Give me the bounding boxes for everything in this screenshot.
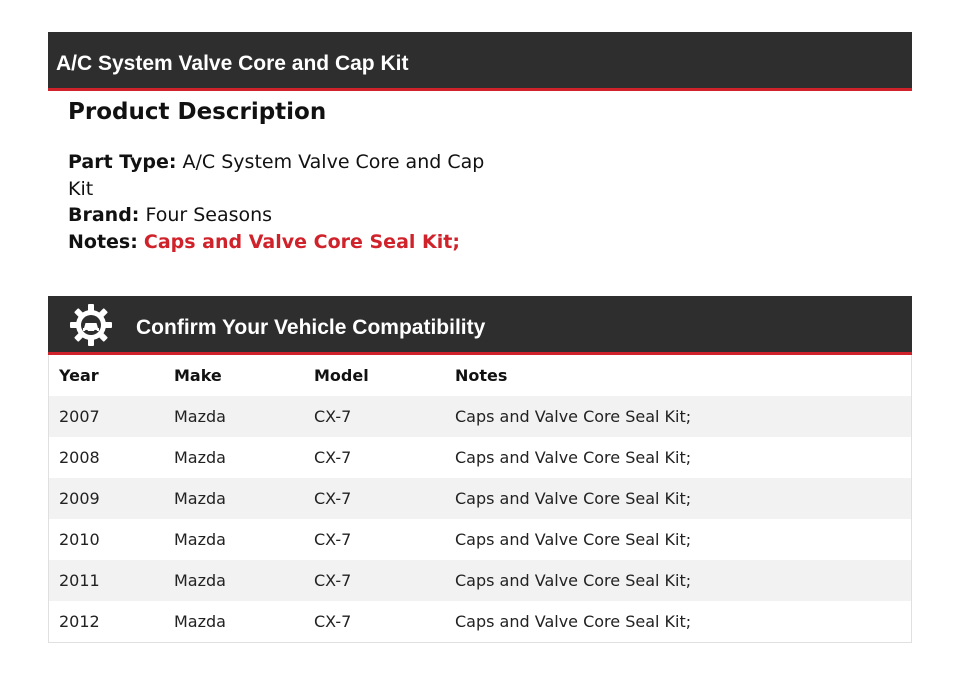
cell-make: Mazda [174, 448, 226, 467]
brand-row [68, 202, 488, 229]
cell-model: CX-7 [314, 612, 352, 631]
cell-notes: Caps and Valve Core Seal Kit; [455, 448, 692, 467]
part-type-value: A/C System Valve Core and Cap Kit [68, 151, 485, 200]
cell-model: CX-7 [314, 489, 352, 508]
description-heading: Product Description [68, 99, 327, 125]
product-description [68, 97, 488, 255]
column-header-year: Year [59, 366, 99, 385]
cell-make: Mazda [174, 571, 226, 590]
cell-model: CX-7 [314, 448, 352, 467]
compatibility-heading: Confirm Your Vehicle Compatibility [136, 316, 486, 339]
table-row [49, 396, 911, 437]
table-row [49, 519, 911, 560]
compatibility-header [48, 296, 912, 355]
product-title: A/C System Valve Core and Cap Kit [56, 52, 409, 75]
column-header-notes: Notes [455, 366, 508, 385]
brand-value: Four Seasons [145, 204, 273, 226]
cell-make: Mazda [174, 530, 226, 549]
cell-notes: Caps and Valve Core Seal Kit; [455, 530, 692, 549]
notes-value: Caps and Valve Core Seal Kit; [143, 230, 460, 253]
cell-year: 2008 [59, 448, 100, 467]
cell-make: Mazda [174, 612, 226, 631]
product-title-bar [48, 32, 912, 91]
part-type-label: Part Type: [68, 151, 177, 173]
cell-model: CX-7 [314, 530, 352, 549]
table-row [49, 560, 911, 601]
cell-notes: Caps and Valve Core Seal Kit; [455, 407, 692, 426]
gear-car-icon [70, 304, 112, 346]
cell-year: 2010 [59, 530, 100, 549]
column-header-model: Model [314, 366, 369, 385]
cell-year: 2011 [59, 571, 100, 590]
cell-year: 2009 [59, 489, 100, 508]
brand-label: Brand: [68, 204, 140, 226]
table-header-row [49, 355, 911, 396]
notes-label: Notes: [68, 230, 138, 253]
cell-year: 2012 [59, 612, 100, 631]
notes-row [68, 229, 488, 256]
table-row [49, 478, 911, 519]
table-row [49, 601, 911, 642]
compatibility-table [48, 355, 912, 643]
cell-make: Mazda [174, 407, 226, 426]
table-row [49, 437, 911, 478]
cell-notes: Caps and Valve Core Seal Kit; [455, 612, 692, 631]
cell-model: CX-7 [314, 407, 352, 426]
cell-make: Mazda [174, 489, 226, 508]
cell-notes: Caps and Valve Core Seal Kit; [455, 489, 692, 508]
cell-year: 2007 [59, 407, 100, 426]
cell-notes: Caps and Valve Core Seal Kit; [455, 571, 692, 590]
part-type-row [68, 149, 488, 202]
cell-model: CX-7 [314, 571, 352, 590]
column-header-make: Make [174, 366, 222, 385]
